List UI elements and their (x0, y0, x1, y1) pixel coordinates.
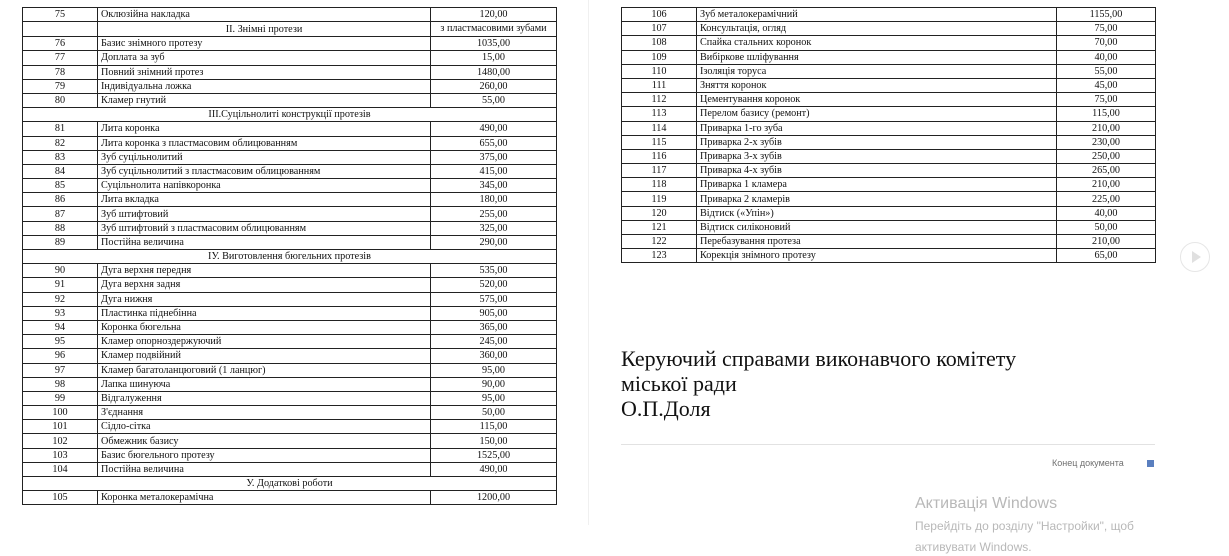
service-price: 115,00 (1057, 107, 1156, 121)
table-row (622, 107, 1156, 121)
activation-hint-line2: активувати Windows. (915, 540, 1032, 554)
service-name: Дуга нижня (98, 292, 431, 306)
row-number: 96 (23, 349, 98, 363)
service-price: 905,00 (431, 306, 557, 320)
row-number: 99 (23, 391, 98, 405)
table-row (23, 420, 557, 434)
table-row (23, 377, 557, 391)
table-row (622, 192, 1156, 206)
row-number: 94 (23, 320, 98, 334)
service-name: Приварка 1-го зуба (697, 121, 1057, 135)
end-of-document-label: Конец документа (1052, 458, 1124, 468)
table-row (23, 278, 557, 292)
service-name: Перелом базису (ремонт) (697, 107, 1057, 121)
row-number: 105 (23, 491, 98, 505)
service-price: 210,00 (1057, 235, 1156, 249)
table-row (23, 65, 557, 79)
service-name: Кламер багатоланцюговий (1 ланцюг) (98, 363, 431, 377)
row-number: 86 (23, 193, 98, 207)
table-row (23, 335, 557, 349)
section-header-row (23, 250, 557, 264)
service-name: Повний знімний протез (98, 65, 431, 79)
service-name: Лита вкладка (98, 193, 431, 207)
service-price: 520,00 (431, 278, 557, 292)
service-price: 55,00 (1057, 64, 1156, 78)
service-name: Кламер подвійний (98, 349, 431, 363)
service-name: Спайка стальних коронок (697, 36, 1057, 50)
service-price: 260,00 (431, 79, 557, 93)
service-name: Обмежник базису (98, 434, 431, 448)
row-number: 120 (622, 206, 697, 220)
service-price: 15,00 (431, 51, 557, 65)
row-number: 106 (622, 8, 697, 22)
service-price: 1480,00 (431, 65, 557, 79)
service-name: Суцільнолита напівкоронка (98, 179, 431, 193)
service-name: Кламер опорноздержуючий (98, 335, 431, 349)
signature-organization: міської ради (621, 371, 737, 396)
service-price: 65,00 (1057, 249, 1156, 263)
section-title: ІІІ.Суцільнолиті конструкції протезів (23, 108, 557, 122)
service-price: 1200,00 (431, 491, 557, 505)
table-row (23, 292, 557, 306)
service-name: Корекція знімного протезу (697, 249, 1057, 263)
table-row (23, 363, 557, 377)
table-row (622, 22, 1156, 36)
service-price: 75,00 (1057, 93, 1156, 107)
table-row (23, 193, 557, 207)
table-row (622, 206, 1156, 220)
service-price: 575,00 (431, 292, 557, 306)
table-row (23, 179, 557, 193)
activation-title: Активація Windows (915, 495, 1058, 512)
service-name: Пластинка піднебінна (98, 306, 431, 320)
row-number: 111 (622, 78, 697, 92)
price-table-left (22, 7, 557, 505)
table-row (622, 78, 1156, 92)
row-number: 90 (23, 264, 98, 278)
service-price: 210,00 (1057, 178, 1156, 192)
row-number: 100 (23, 406, 98, 420)
service-name: Постійна величина (98, 235, 431, 249)
service-name: Консультація, огляд (697, 22, 1057, 36)
service-price: 250,00 (1057, 149, 1156, 163)
service-name: Відгалуження (98, 391, 431, 405)
row-number: 113 (622, 107, 697, 121)
service-price: 75,00 (1057, 22, 1156, 36)
service-price: 490,00 (431, 462, 557, 476)
table-row (23, 235, 557, 249)
service-name: Базис знімного протезу (98, 37, 431, 51)
table-row (622, 50, 1156, 64)
row-number: 93 (23, 306, 98, 320)
row-number: 122 (622, 235, 697, 249)
row-number: 92 (23, 292, 98, 306)
row-number: 78 (23, 65, 98, 79)
table-row (622, 135, 1156, 149)
table-row (622, 64, 1156, 78)
table-row (23, 79, 557, 93)
activation-hint-line1: Перейдіть до розділу "Настройки", щоб (915, 519, 1134, 533)
row-number: 121 (622, 220, 697, 234)
row-number: 107 (622, 22, 697, 36)
service-price: 230,00 (1057, 135, 1156, 149)
service-price: 210,00 (1057, 121, 1156, 135)
table-row (23, 320, 557, 334)
table-row (23, 391, 557, 405)
service-price: 255,00 (431, 207, 557, 221)
section-title: ІУ. Виготовлення бюгельних протезів (23, 250, 557, 264)
signature-name: О.П.Доля (621, 396, 711, 421)
table-row (622, 121, 1156, 135)
table-row (622, 249, 1156, 263)
row-number: 95 (23, 335, 98, 349)
table-row (23, 37, 557, 51)
service-price: 1035,00 (431, 37, 557, 51)
service-price: 375,00 (431, 150, 557, 164)
service-name: Відтиск силіконовий (697, 220, 1057, 234)
table-row (23, 207, 557, 221)
section-title: ІІ. Знімні протези (98, 22, 431, 37)
service-price: 50,00 (431, 406, 557, 420)
service-price: 365,00 (431, 320, 557, 334)
table-row (622, 93, 1156, 107)
service-price: 45,00 (1057, 78, 1156, 92)
service-name: Зняття коронок (697, 78, 1057, 92)
table-row (622, 8, 1156, 22)
row-number: 81 (23, 122, 98, 136)
table-row (622, 149, 1156, 163)
end-of-document-marker-icon (1147, 460, 1154, 467)
table-row (23, 448, 557, 462)
table-row (23, 406, 557, 420)
table-row (23, 306, 557, 320)
row-number: 123 (622, 249, 697, 263)
table-row (23, 150, 557, 164)
service-price: 115,00 (431, 420, 557, 434)
service-price: 535,00 (431, 264, 557, 278)
table-row (23, 221, 557, 235)
service-name: Приварка 4-х зубів (697, 164, 1057, 178)
service-name: Відтиск («Упін») (697, 206, 1057, 220)
service-price: 120,00 (431, 8, 557, 22)
service-price: 360,00 (431, 349, 557, 363)
service-name: Зуб суцільнолитий з пластмасовим облицюванням (98, 164, 431, 178)
page-divider (588, 0, 589, 525)
empty-cell (23, 22, 98, 37)
row-number: 102 (23, 434, 98, 448)
service-name: Лапка шинуюча (98, 377, 431, 391)
table-row (23, 462, 557, 476)
service-price: 55,00 (431, 93, 557, 107)
service-name: Приварка 1 кламера (697, 178, 1057, 192)
service-price: 50,00 (1057, 220, 1156, 234)
service-name: Зуб суцільнолитий (98, 150, 431, 164)
row-number: 117 (622, 164, 697, 178)
service-price: 655,00 (431, 136, 557, 150)
signature-position: Керуючий справами виконавчого комітету (621, 346, 1017, 371)
table-row (23, 93, 557, 107)
service-name: Вибіркове шліфування (697, 50, 1057, 64)
service-name: Коронка бюгельна (98, 320, 431, 334)
row-number: 118 (622, 178, 697, 192)
row-number: 119 (622, 192, 697, 206)
service-price: 325,00 (431, 221, 557, 235)
service-price: 345,00 (431, 179, 557, 193)
service-name: Дуга верхня задня (98, 278, 431, 292)
row-number: 98 (23, 377, 98, 391)
row-number: 97 (23, 363, 98, 377)
service-name: Приварка 3-х зубів (697, 149, 1057, 163)
service-name: Лита коронка (98, 122, 431, 136)
service-price: 180,00 (431, 193, 557, 207)
table-row (23, 264, 557, 278)
service-name: Сідло-сітка (98, 420, 431, 434)
service-price: 245,00 (431, 335, 557, 349)
row-number: 104 (23, 462, 98, 476)
service-price: 95,00 (431, 363, 557, 377)
service-name: Приварка 2 кламерів (697, 192, 1057, 206)
row-number: 80 (23, 93, 98, 107)
service-price: 265,00 (1057, 164, 1156, 178)
service-price: 225,00 (1057, 192, 1156, 206)
table-row (622, 36, 1156, 50)
row-number: 103 (23, 448, 98, 462)
row-number: 87 (23, 207, 98, 221)
table-row (23, 349, 557, 363)
row-number: 115 (622, 135, 697, 149)
table-row (23, 164, 557, 178)
service-name: Оклюзійна накладка (98, 8, 431, 22)
service-name: Кламер гнутий (98, 93, 431, 107)
section-header-row (23, 477, 557, 491)
section-title: У. Додаткові роботи (23, 477, 557, 491)
table-row (622, 164, 1156, 178)
row-number: 83 (23, 150, 98, 164)
section-header-row (23, 108, 557, 122)
row-number: 85 (23, 179, 98, 193)
signature-block (621, 346, 1016, 421)
table-row (23, 136, 557, 150)
price-table-right-body (622, 8, 1156, 263)
service-price: 490,00 (431, 122, 557, 136)
row-number: 76 (23, 37, 98, 51)
service-name: Перебазування протеза (697, 235, 1057, 249)
table-row (23, 8, 557, 22)
row-number: 110 (622, 64, 697, 78)
table-row (23, 122, 557, 136)
service-name: Індивідуальна ложка (98, 79, 431, 93)
price-table-right (621, 7, 1156, 263)
row-number: 89 (23, 235, 98, 249)
service-price: 40,00 (1057, 206, 1156, 220)
section-note: з пластмасовими зубами (431, 22, 557, 37)
row-number: 82 (23, 136, 98, 150)
table-row (23, 491, 557, 505)
row-number: 116 (622, 149, 697, 163)
row-number: 109 (622, 50, 697, 64)
table-row (23, 434, 557, 448)
play-circle-icon[interactable] (1180, 242, 1210, 272)
service-name: Зуб штифтовий з пластмасовим облицюванням (98, 221, 431, 235)
row-number: 75 (23, 8, 98, 22)
service-price: 1155,00 (1057, 8, 1156, 22)
windows-activation-watermark (915, 494, 1134, 556)
service-name: Зуб металокерамічний (697, 8, 1057, 22)
table-row (23, 51, 557, 65)
service-name: Базис бюгельного протезу (98, 448, 431, 462)
service-price: 95,00 (431, 391, 557, 405)
service-name: Коронка металокерамічна (98, 491, 431, 505)
service-price: 90,00 (431, 377, 557, 391)
service-price: 290,00 (431, 235, 557, 249)
service-name: Зуб штифтовий (98, 207, 431, 221)
row-number: 77 (23, 51, 98, 65)
row-number: 84 (23, 164, 98, 178)
service-name: Ізоляція торуса (697, 64, 1057, 78)
service-name: Доплата за зуб (98, 51, 431, 65)
service-price: 415,00 (431, 164, 557, 178)
service-price: 40,00 (1057, 50, 1156, 64)
row-number: 112 (622, 93, 697, 107)
service-name: Цементування коронок (697, 93, 1057, 107)
row-number: 88 (23, 221, 98, 235)
row-number: 108 (622, 36, 697, 50)
table-row (622, 220, 1156, 234)
service-name: Постійна величина (98, 462, 431, 476)
service-price: 70,00 (1057, 36, 1156, 50)
row-number: 79 (23, 79, 98, 93)
row-number: 101 (23, 420, 98, 434)
service-name: Лита коронка з пластмасовим облицюванням (98, 136, 431, 150)
service-name: З'єднання (98, 406, 431, 420)
row-number: 114 (622, 121, 697, 135)
service-name: Дуга верхня передня (98, 264, 431, 278)
section-header-row (23, 22, 557, 37)
service-price: 150,00 (431, 434, 557, 448)
row-number: 91 (23, 278, 98, 292)
price-table-left-body (23, 8, 557, 505)
service-name: Приварка 2-х зубів (697, 135, 1057, 149)
table-row (622, 235, 1156, 249)
table-row (622, 178, 1156, 192)
service-price: 1525,00 (431, 448, 557, 462)
end-of-document-line (621, 444, 1155, 445)
